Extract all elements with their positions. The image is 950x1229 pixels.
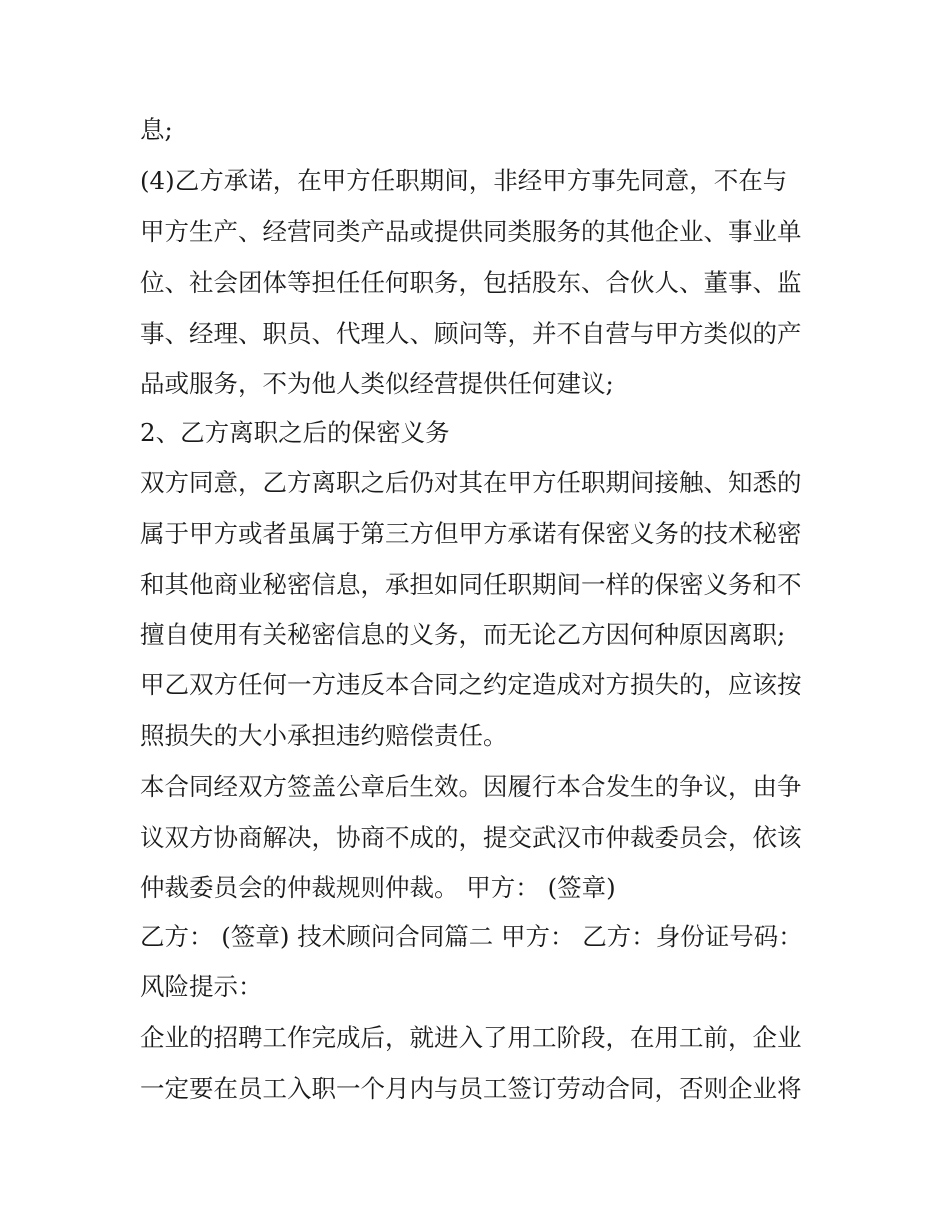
text-line: 位、社会团体等担任任何职务，包括股东、合伙人、董事、监 (140, 268, 802, 297)
text-line: 品或服务，不为他人类似经营提供任何建议; (140, 369, 614, 398)
section-heading: 2、乙方离职之后的保密义务 (140, 418, 450, 447)
text-line: 乙方： (签章) 技术顾问合同篇二 甲方： 乙方：身份证号码： (140, 922, 803, 951)
text-line: 甲方生产、经营同类产品或提供同类服务的其他企业、事业单 (140, 217, 802, 246)
text-line: 双方同意，乙方离职之后仍对其在甲方任职期间接触、知悉的 (140, 468, 802, 497)
text-line: 擅自使用有关秘密信息的义务，而无论乙方因何种原因离职; (140, 620, 786, 649)
text-line: 息; (140, 115, 173, 144)
text-line: 议双方协商解决，协商不成的，提交武汉市仲裁委员会，依该 (140, 823, 802, 852)
text-line: (4)乙方承诺，在甲方任职期间，非经甲方事先同意，不在与 (140, 166, 788, 195)
text-line: 企业的招聘工作完成后，就进入了用工阶段，在用工前，企业 (140, 1023, 802, 1052)
text-line: 事、经理、职员、代理人、顾问等，并不自营与甲方类似的产 (140, 319, 802, 348)
text-line: 仲裁委员会的仲裁规则仲裁。 甲方： (签章) (140, 873, 616, 902)
text-line: 和其他商业秘密信息，承担如同任职期间一样的保密义务和不 (140, 570, 802, 599)
text-line: 一定要在员工入职一个月内与员工签订劳动合同，否则企业将 (140, 1074, 802, 1103)
text-line: 属于甲方或者虽属于第三方但甲方承诺有保密义务的技术秘密 (140, 519, 802, 548)
text-line: 风险提示： (140, 972, 263, 1001)
text-line: 本合同经双方签盖公章后生效。因履行本合发生的争议，由争 (140, 772, 802, 801)
text-line: 照损失的大小承担违约赔偿责任。 (140, 721, 508, 750)
document-page (140, 104, 820, 1114)
text-line: 甲乙双方任何一方违反本合同之约定造成对方损失的，应该按 (140, 670, 802, 699)
